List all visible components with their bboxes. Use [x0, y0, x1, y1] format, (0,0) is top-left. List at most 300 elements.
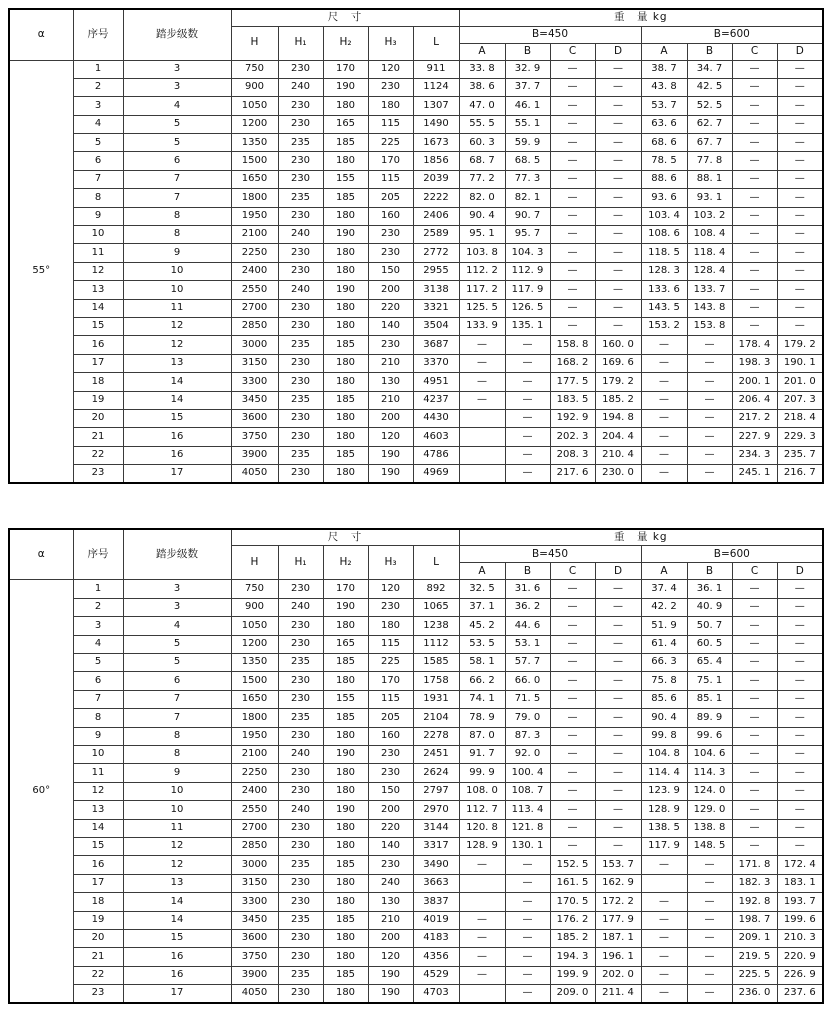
cell: — — [550, 262, 595, 280]
cell: — — [595, 782, 641, 800]
cell: 230 — [278, 929, 323, 947]
cell: 8 — [123, 207, 231, 225]
cell: — — [687, 354, 732, 372]
cell: — — [687, 911, 732, 929]
cell: 235 — [278, 189, 323, 207]
cell: 2850 — [231, 317, 278, 335]
cell: 235. 7 — [777, 446, 823, 464]
header-col-b450-c: C — [550, 563, 595, 580]
table-row — [9, 764, 823, 782]
cell: 89. 9 — [687, 709, 732, 727]
cell: 6 — [73, 672, 123, 690]
cell: 133. 6 — [641, 281, 687, 299]
cell: 230 — [278, 985, 323, 1003]
cell: 58. 1 — [459, 654, 505, 672]
cell: 2550 — [231, 801, 278, 819]
cell: — — [687, 336, 732, 354]
cell: 185 — [323, 189, 368, 207]
cell: 230 — [278, 672, 323, 690]
cell: 32. 5 — [459, 580, 505, 598]
cell: 5 — [73, 134, 123, 152]
cell: 108. 7 — [505, 782, 550, 800]
cell: — — [732, 727, 777, 745]
cell: — — [595, 690, 641, 708]
cell: 152. 5 — [550, 856, 595, 874]
cell: 185. 2 — [595, 391, 641, 409]
cell: 190 — [323, 226, 368, 244]
cell: 235 — [278, 134, 323, 152]
cell: 180 — [323, 837, 368, 855]
cell: 3144 — [413, 819, 459, 837]
cell: 230 — [368, 598, 413, 616]
cell: 170. 5 — [550, 893, 595, 911]
table-row — [9, 874, 823, 892]
cell: 4356 — [413, 948, 459, 966]
cell: 19 — [73, 391, 123, 409]
cell: 3900 — [231, 446, 278, 464]
cell: 230 — [278, 580, 323, 598]
cell: 235 — [278, 856, 323, 874]
cell: — — [732, 134, 777, 152]
cell: 230 — [278, 262, 323, 280]
cell: — — [777, 244, 823, 262]
cell: 17 — [73, 874, 123, 892]
cell: 185 — [323, 709, 368, 727]
cell: 117. 9 — [641, 837, 687, 855]
cell: 230 — [278, 170, 323, 188]
table-row — [9, 97, 823, 115]
cell: — — [777, 97, 823, 115]
table-row — [9, 709, 823, 727]
cell: 68. 5 — [505, 152, 550, 170]
cell: — — [732, 170, 777, 188]
cell: 180 — [323, 617, 368, 635]
cell: 2550 — [231, 281, 278, 299]
cell — [459, 409, 505, 427]
cell: — — [595, 134, 641, 152]
cell: 177. 9 — [595, 911, 641, 929]
cell: — — [595, 78, 641, 96]
cell: 230 — [278, 428, 323, 446]
cell — [641, 874, 687, 892]
cell: — — [687, 874, 732, 892]
header-b600-group: B=600 — [641, 26, 823, 43]
table-row — [9, 226, 823, 244]
cell: — — [459, 911, 505, 929]
header-b450-group: B=450 — [459, 26, 641, 43]
cell: — — [550, 78, 595, 96]
cell: — — [550, 746, 595, 764]
header-col-h3: H₃ — [368, 546, 413, 580]
cell: — — [595, 617, 641, 635]
table-row — [9, 966, 823, 984]
cell: 3370 — [413, 354, 459, 372]
cell: — — [595, 801, 641, 819]
cell: — — [777, 78, 823, 96]
cell: 180 — [323, 244, 368, 262]
cell: — — [550, 115, 595, 133]
table-row — [9, 170, 823, 188]
cell: 190 — [368, 465, 413, 483]
cell: — — [777, 635, 823, 653]
cell: 190 — [323, 801, 368, 819]
cell: — — [550, 690, 595, 708]
cell: — — [777, 317, 823, 335]
cell: 51. 9 — [641, 617, 687, 635]
cell: — — [641, 428, 687, 446]
cell: 155 — [323, 690, 368, 708]
cell: 183. 1 — [777, 874, 823, 892]
table-row — [9, 78, 823, 96]
cell: — — [595, 60, 641, 78]
table-row — [9, 598, 823, 616]
header-col-b600-b: B — [687, 43, 732, 60]
cell: 230 — [278, 97, 323, 115]
cell: 4237 — [413, 391, 459, 409]
header-col-b600-c: C — [732, 43, 777, 60]
cell: 9 — [123, 244, 231, 262]
cell: 16 — [73, 856, 123, 874]
cell: 128. 9 — [641, 801, 687, 819]
cell: 108. 4 — [687, 226, 732, 244]
header-col-h1: H₁ — [278, 546, 323, 580]
cell: — — [641, 985, 687, 1003]
cell: 1673 — [413, 134, 459, 152]
cell: 104. 8 — [641, 746, 687, 764]
cell: 99. 8 — [641, 727, 687, 745]
header-col-h3: H₃ — [368, 26, 413, 60]
cell: 118. 4 — [687, 244, 732, 262]
cell: — — [687, 893, 732, 911]
cell: 12 — [73, 782, 123, 800]
cell: 1050 — [231, 97, 278, 115]
alpha-value: 55° — [9, 60, 73, 483]
table-row — [9, 837, 823, 855]
cell: 36. 2 — [505, 598, 550, 616]
header-dims-group: 尺 寸 — [231, 9, 459, 26]
cell: 194. 8 — [595, 409, 641, 427]
cell: 5 — [73, 654, 123, 672]
cell: 108. 0 — [459, 782, 505, 800]
table-row — [9, 672, 823, 690]
header-alpha: α — [9, 9, 73, 60]
cell: 4 — [123, 617, 231, 635]
header-seq: 序号 — [73, 529, 123, 580]
cell: 74. 1 — [459, 690, 505, 708]
header-steps: 踏步级数 — [123, 9, 231, 60]
cell: — — [505, 966, 550, 984]
cell: — — [777, 746, 823, 764]
cell: 22 — [73, 966, 123, 984]
cell: 138. 5 — [641, 819, 687, 837]
cell: 77. 2 — [459, 170, 505, 188]
cell: — — [641, 446, 687, 464]
header-weight-group: 重 量 kg — [459, 529, 823, 546]
cell: 5 — [123, 654, 231, 672]
cell: — — [550, 654, 595, 672]
cell: 1238 — [413, 617, 459, 635]
cell: 180 — [323, 764, 368, 782]
cell: 3300 — [231, 373, 278, 391]
cell: 16 — [123, 428, 231, 446]
cell: 4969 — [413, 465, 459, 483]
cell: — — [595, 727, 641, 745]
cell: — — [777, 727, 823, 745]
cell: 185 — [323, 336, 368, 354]
cell: 3 — [123, 60, 231, 78]
cell: 185. 2 — [550, 929, 595, 947]
cell: — — [777, 782, 823, 800]
cell: 138. 8 — [687, 819, 732, 837]
cell: — — [459, 354, 505, 372]
cell: 31. 6 — [505, 580, 550, 598]
table-row — [9, 409, 823, 427]
header-b600-group: B=600 — [641, 546, 823, 563]
table-row — [9, 317, 823, 335]
header-weight-group: 重 量 kg — [459, 9, 823, 26]
header-b450-group: B=450 — [459, 546, 641, 563]
cell: — — [777, 598, 823, 616]
cell: 240 — [278, 281, 323, 299]
cell: 2970 — [413, 801, 459, 819]
cell: 210. 4 — [595, 446, 641, 464]
header-col-h: H — [231, 546, 278, 580]
cell: 53. 7 — [641, 97, 687, 115]
cell: 13 — [123, 874, 231, 892]
cell: 3490 — [413, 856, 459, 874]
cell: 230 — [278, 948, 323, 966]
cell: — — [777, 801, 823, 819]
cell: 204. 4 — [595, 428, 641, 446]
cell: — — [550, 764, 595, 782]
cell: 185 — [323, 856, 368, 874]
cell: 210 — [368, 911, 413, 929]
cell: — — [777, 189, 823, 207]
cell: 193. 7 — [777, 893, 823, 911]
cell: 90. 4 — [641, 709, 687, 727]
cell: 38. 6 — [459, 78, 505, 96]
cell: — — [641, 465, 687, 483]
cell: 200 — [368, 801, 413, 819]
header-col-b600-a: A — [641, 43, 687, 60]
cell: 77. 3 — [505, 170, 550, 188]
cell: 11 — [123, 819, 231, 837]
cell: 16 — [123, 446, 231, 464]
cell: 17 — [73, 354, 123, 372]
cell: — — [732, 60, 777, 78]
cell: 209. 0 — [550, 985, 595, 1003]
cell: — — [732, 709, 777, 727]
cell: — — [777, 617, 823, 635]
cell: — — [777, 262, 823, 280]
cell: 1050 — [231, 617, 278, 635]
cell: 180 — [323, 354, 368, 372]
cell: — — [732, 801, 777, 819]
cell: 10 — [123, 782, 231, 800]
cell: — — [595, 580, 641, 598]
cell: 230 — [278, 874, 323, 892]
cell: 71. 5 — [505, 690, 550, 708]
cell: 230. 0 — [595, 465, 641, 483]
table-row — [9, 189, 823, 207]
cell: 13 — [73, 281, 123, 299]
cell: 5 — [123, 635, 231, 653]
cell: 5 — [123, 115, 231, 133]
cell: 2700 — [231, 819, 278, 837]
cell: — — [777, 580, 823, 598]
cell: 37. 1 — [459, 598, 505, 616]
cell: 4050 — [231, 985, 278, 1003]
table-row — [9, 746, 823, 764]
header-col-h1: H₁ — [278, 26, 323, 60]
cell: 55. 1 — [505, 115, 550, 133]
cell: 150 — [368, 782, 413, 800]
cell: 2 — [73, 78, 123, 96]
cell: 240 — [368, 874, 413, 892]
cell: 2278 — [413, 727, 459, 745]
cell: 11 — [73, 764, 123, 782]
cell: 1856 — [413, 152, 459, 170]
table-row — [9, 929, 823, 947]
cell: 150 — [368, 262, 413, 280]
cell: 6 — [73, 152, 123, 170]
cell: 1065 — [413, 598, 459, 616]
cell: — — [732, 635, 777, 653]
cell: 33. 8 — [459, 60, 505, 78]
cell: — — [550, 281, 595, 299]
cell: — — [459, 966, 505, 984]
cell: 10 — [123, 801, 231, 819]
table-body — [9, 60, 823, 483]
cell: 85. 1 — [687, 690, 732, 708]
cell: 128. 4 — [687, 262, 732, 280]
cell: 13 — [73, 801, 123, 819]
table-row — [9, 893, 823, 911]
cell: — — [595, 226, 641, 244]
cell: 143. 8 — [687, 299, 732, 317]
cell: — — [595, 299, 641, 317]
cell: 185 — [323, 911, 368, 929]
cell: 23 — [73, 985, 123, 1003]
cell: 32. 9 — [505, 60, 550, 78]
cell: 3 — [123, 78, 231, 96]
cell: — — [687, 428, 732, 446]
cell: 235 — [278, 446, 323, 464]
cell: — — [687, 929, 732, 947]
cell: 230 — [278, 317, 323, 335]
cell: 14 — [123, 391, 231, 409]
cell: 82. 1 — [505, 189, 550, 207]
cell: 900 — [231, 78, 278, 96]
cell: 177. 5 — [550, 373, 595, 391]
cell: — — [550, 580, 595, 598]
cell: 7 — [123, 709, 231, 727]
cell: — — [777, 207, 823, 225]
cell: — — [687, 465, 732, 483]
cell: 60. 3 — [459, 134, 505, 152]
cell: 900 — [231, 598, 278, 616]
cell: 120 — [368, 580, 413, 598]
cell: 190 — [323, 746, 368, 764]
cell: 12 — [123, 336, 231, 354]
cell: 192. 8 — [732, 893, 777, 911]
cell: 240 — [278, 78, 323, 96]
cell: — — [732, 152, 777, 170]
cell: 4951 — [413, 373, 459, 391]
cell: — — [687, 409, 732, 427]
cell: 218. 4 — [777, 409, 823, 427]
cell: — — [687, 391, 732, 409]
cell: 179. 2 — [777, 336, 823, 354]
cell: 75. 8 — [641, 672, 687, 690]
cell: 180 — [323, 428, 368, 446]
cell: 2100 — [231, 226, 278, 244]
cell: — — [550, 244, 595, 262]
cell: 230 — [368, 78, 413, 96]
table-row — [9, 336, 823, 354]
cell: — — [732, 617, 777, 635]
cell: 115 — [368, 690, 413, 708]
cell: 104. 3 — [505, 244, 550, 262]
cell: — — [732, 262, 777, 280]
cell: — — [595, 709, 641, 727]
cell: 2955 — [413, 262, 459, 280]
cell: 22 — [73, 446, 123, 464]
table-row — [9, 948, 823, 966]
cell: 112. 9 — [505, 262, 550, 280]
header-col-b450-d: D — [595, 43, 641, 60]
cell: 99. 9 — [459, 764, 505, 782]
cell: 160 — [368, 207, 413, 225]
cell: 5 — [123, 134, 231, 152]
cell: 10 — [123, 281, 231, 299]
header-dims-group: 尺 寸 — [231, 529, 459, 546]
cell: 104. 6 — [687, 746, 732, 764]
cell: 20 — [73, 409, 123, 427]
cell: 180 — [323, 299, 368, 317]
cell: 208. 3 — [550, 446, 595, 464]
cell: 14 — [73, 819, 123, 837]
cell: 190 — [323, 281, 368, 299]
cell: 170 — [323, 580, 368, 598]
cell: — — [459, 948, 505, 966]
cell: 7 — [123, 189, 231, 207]
cell: — — [595, 115, 641, 133]
cell: — — [595, 672, 641, 690]
cell: — — [732, 299, 777, 317]
cell: 1307 — [413, 97, 459, 115]
cell: 2400 — [231, 262, 278, 280]
cell: 179. 2 — [595, 373, 641, 391]
cell: 3317 — [413, 837, 459, 855]
cell: — — [505, 428, 550, 446]
cell: 112. 7 — [459, 801, 505, 819]
cell: 65. 4 — [687, 654, 732, 672]
cell: 230 — [278, 207, 323, 225]
cell: 230 — [368, 746, 413, 764]
cell: 66. 2 — [459, 672, 505, 690]
cell: 219. 5 — [732, 948, 777, 966]
cell: 2772 — [413, 244, 459, 262]
cell: 57. 7 — [505, 654, 550, 672]
cell: 1950 — [231, 207, 278, 225]
cell: 1200 — [231, 635, 278, 653]
cell: — — [732, 690, 777, 708]
cell: 114. 4 — [641, 764, 687, 782]
cell: 21 — [73, 428, 123, 446]
cell: 14 — [73, 299, 123, 317]
cell: — — [687, 966, 732, 984]
